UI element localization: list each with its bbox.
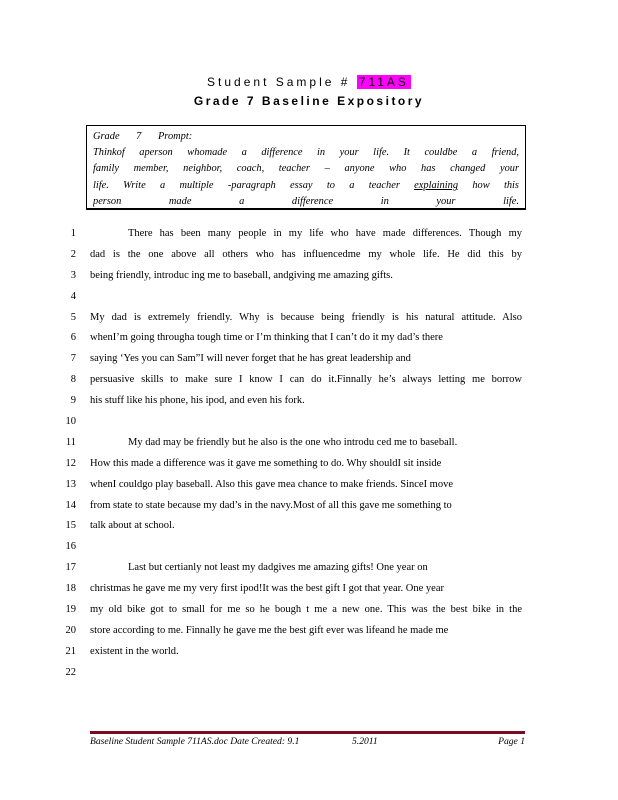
prompt-line-1: Thinkof aperson whomade a difference in your life. It couldbe a friend, bbox=[93, 147, 519, 159]
line-number: 19 bbox=[65, 604, 76, 616]
line-number: 2 bbox=[70, 248, 76, 260]
line-number: 18 bbox=[65, 583, 76, 595]
line-number: 17 bbox=[65, 562, 76, 574]
prompt-line-2: family member, neighbor, coach, teacher – anyone who has changed your bbox=[93, 163, 519, 175]
essay-line bbox=[90, 663, 522, 684]
document-title bbox=[0, 74, 618, 110]
footer-divider bbox=[90, 731, 525, 734]
line-number: 5 bbox=[70, 311, 76, 323]
essay-line: my old bike got to small for me so he bough t me a new one. This was the best bike in the bbox=[90, 604, 522, 616]
essay-line: There has been many people in my life who have made differences. Though my bbox=[128, 228, 522, 239]
title-line bbox=[0, 74, 618, 90]
prompt-line-3-text: life. Write a multiple -paragraph essay to a teacher bbox=[93, 179, 400, 191]
essay-line: saying ‘Yes you can Sam”I will never forget that he has great leadership and bbox=[90, 353, 411, 365]
essay-line: whenI couldgo play baseball. Also this gave mea chance to make friends. SinceI move bbox=[90, 478, 454, 490]
prompt-line-4: person made a difference in your life. bbox=[93, 195, 519, 207]
footer-page-number: Page 1 bbox=[498, 736, 525, 747]
prompt-label: Grade 7 Prompt: bbox=[93, 131, 193, 142]
essay-line: talk about at school. bbox=[90, 520, 175, 532]
line-number: 11 bbox=[65, 436, 76, 448]
essay-line: from state to state because my dad’s in the navy.Most of all this gave me something to bbox=[90, 499, 452, 511]
prompt-line-3-tail: how this bbox=[472, 179, 519, 191]
line-number: 1 bbox=[70, 228, 76, 239]
line-number: 9 bbox=[70, 395, 76, 407]
essay-line: My dad may be friendly but he also is the one who introdu ced me to baseball. bbox=[128, 436, 458, 448]
essay-line: How this made a difference was it gave me something to do. Why shouldI sit inside bbox=[90, 457, 442, 469]
line-number: 3 bbox=[70, 269, 76, 281]
essay-body bbox=[90, 224, 522, 684]
essay-line: christmas he gave me my very first ipod!It was the best gift I got that year. One year bbox=[90, 583, 444, 595]
essay-line bbox=[90, 287, 522, 308]
essay-line: whenI’m going througha tough time or I’m thinking that I can’t do it my dad’s there bbox=[90, 332, 443, 344]
line-number: 21 bbox=[65, 645, 76, 657]
essay-line: store according to me. Finnally he gave me the best gift ever was lifeand he made me bbox=[90, 624, 449, 636]
essay-line: being friendly, introduc ing me to baseball, andgiving me amazing gifts. bbox=[90, 269, 393, 281]
line-number: 10 bbox=[65, 416, 76, 428]
prompt-line-3 bbox=[93, 178, 519, 194]
line-number: 4 bbox=[70, 290, 76, 302]
footer-filename: Baseline Student Sample 711AS.doc Date Created: 9.1 bbox=[90, 736, 300, 747]
essay-line: persuasive skills to make sure I know I can do it.Finnally he’s always letting me borrow bbox=[90, 374, 522, 386]
line-number: 6 bbox=[70, 332, 76, 344]
line-number: 16 bbox=[65, 541, 76, 553]
essay-line: dad is the one above all others who has influencedme my whole life. He did this by bbox=[90, 248, 522, 260]
prompt-box bbox=[86, 125, 526, 210]
sample-code-highlight: 711AS bbox=[358, 75, 409, 89]
essay-line bbox=[90, 537, 522, 558]
line-number: 22 bbox=[65, 666, 76, 678]
essay-line: existent in the world. bbox=[90, 645, 179, 657]
line-number: 20 bbox=[65, 624, 76, 636]
essay-line: My dad is extremely friendly. Why is because being friendly is his natural attitude. Also bbox=[90, 311, 522, 323]
document-subtitle: Grade 7 Baseline Expository bbox=[193, 94, 425, 108]
line-number: 8 bbox=[70, 374, 76, 386]
essay-line: his stuff like his phone, his ipod, and even his fork. bbox=[90, 395, 305, 407]
line-number: 7 bbox=[70, 353, 76, 365]
line-number: 15 bbox=[65, 520, 76, 532]
prompt-underlined-word: explaining bbox=[414, 179, 459, 191]
line-number: 13 bbox=[65, 478, 76, 490]
line-number: 12 bbox=[65, 457, 76, 469]
essay-line: Last but certianly not least my dadgives me amazing gifts! One year on bbox=[128, 562, 428, 574]
footer-date: 5.2011 bbox=[352, 736, 378, 747]
title-prefix: Student Sample # bbox=[207, 75, 351, 89]
essay-line bbox=[90, 412, 522, 433]
line-number: 14 bbox=[65, 499, 76, 511]
line-numbers bbox=[56, 224, 76, 684]
